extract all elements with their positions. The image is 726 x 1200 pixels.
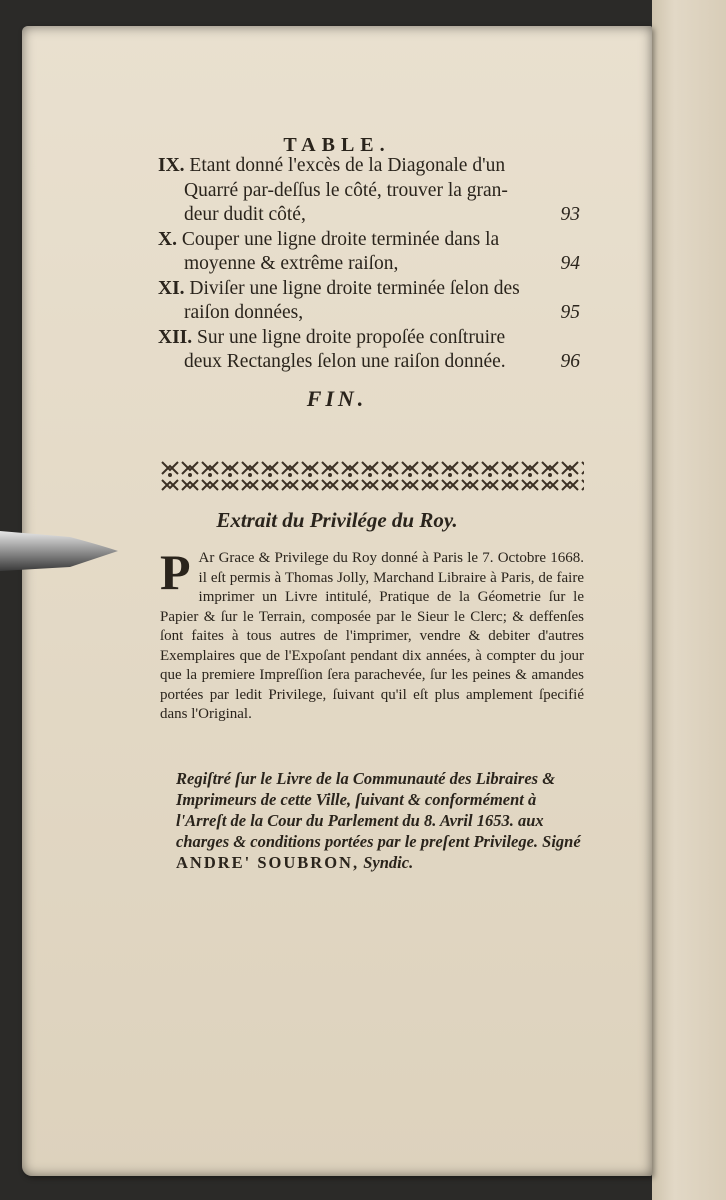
toc-entry-text: Etant donné l'excès de la Diagonale d'un [189,155,506,176]
toc-entry-number: X. [158,228,177,250]
ornamental-border [160,458,584,492]
toc-entry-number: XII. [158,326,193,348]
toc-entry [158,326,588,375]
signer-role: Syndic. [363,853,414,872]
registration-text: Regiſtré ſur le Livre de la Communauté des Libraires & Imprimeurs de cette Ville, ſuivant & conformément à l'Arreſt de la Cour du Parlement du 8. Avril 1653. aux charges & conditions portées par le preſent Privilege. Signé [176,769,581,851]
table-of-contents [158,154,588,375]
toc-entry-text: deux Rectangles ſelon une raiſon donnée. [184,351,506,372]
toc-entry-text: Couper une ligne droite terminée dans la [181,228,500,250]
toc-page-number: 94 [560,253,580,274]
toc-entry-text: raiſon données, [184,302,304,323]
next-page-edge [652,0,726,1200]
toc-entry-text: moyenne & extrême raiſon, [184,253,399,274]
toc-entry-text: Quarré par-deſſus le côté, trouver la gran- [184,179,508,201]
privilege-title: Extrait du Privilége du Roy. [216,508,458,532]
pointer-tool [0,527,118,575]
toc-entry-text: Sur une ligne droite propoſée conſtruire [197,326,506,348]
toc-entry-text: Diviſer une ligne droite terminée ſelon des [189,277,520,299]
privilege-body: Ar Grace & Privilege du Roy donné à Paris le 7. Octobre 1668. il eſt permis à Thomas Jolly, Marchand Libraire à Paris, de faire imprimer un Livre intitulé, Pratique de la Géometrie ſur le Papier & ſur le Terrain, composée par le Sieur le Clerc; & deffenſes ſont faites à tous autres de l'imprimer, vendre & debiter d'autres Exemplaires que de l'Expoſant pendant dix années, à compter du jour que la premiere Impreſſion ſera parachevée, ſur les peines & amandes portées par ledit Privilege, ſuivant qu'il eſt plus amplement ſpecifié dans l'Original. [160,550,584,722]
toc-entry [158,154,588,228]
toc-page-number: 93 [560,204,580,225]
registration-note [176,768,584,873]
toc-entry-text: deur dudit côté, [184,204,306,225]
fin-marker: FIN. [306,386,368,411]
drop-cap: P [160,544,191,600]
toc-page-number: 96 [560,351,580,372]
signer-name: ANDRE' SOUBRON, [176,853,360,872]
page-header: TABLE. [283,134,391,156]
toc-entry [158,228,588,277]
toc-entry-number: XI. [158,277,185,299]
toc-page-number: 95 [560,302,580,323]
privilege-text [160,544,584,725]
toc-entry-number: IX. [158,155,185,176]
toc-entry [158,277,588,326]
